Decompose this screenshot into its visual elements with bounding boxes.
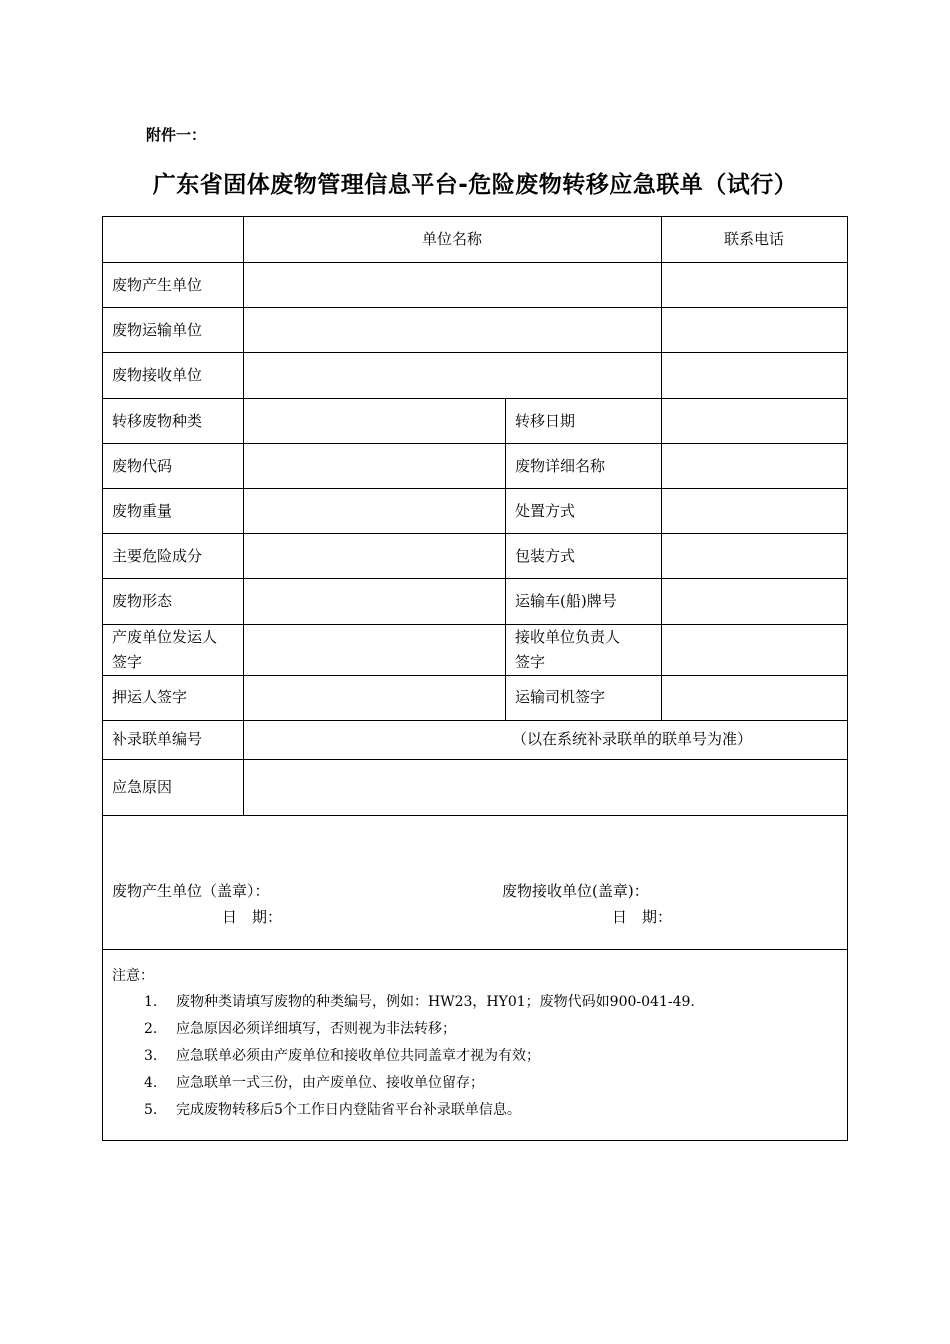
note-text: 废物种类请填写废物的种类编号，例如：HW23，HY01；废物代码如900-041-49. <box>176 994 695 1010</box>
table-line <box>102 675 848 676</box>
note-number: 5. <box>144 1102 158 1118</box>
waste-name-label: 废物详细名称 <box>515 457 606 475</box>
waste-form-label: 废物形态 <box>112 592 173 610</box>
emergency-reason-label: 应急原因 <box>112 778 173 796</box>
vehicle-plate-label: 运输车(船)牌号 <box>515 592 617 610</box>
shipper-sign-label-line1: 产废单位发运人 <box>112 628 218 646</box>
waste-type-label: 转移废物种类 <box>112 412 203 430</box>
table-line <box>102 307 848 308</box>
table-line <box>102 949 848 950</box>
shipper-sign-label-line2: 签字 <box>112 653 143 671</box>
note-number: 1. <box>144 994 158 1010</box>
supplement-note: （以在系统补录联单的联单号为准） <box>512 730 753 748</box>
waste-weight-label: 废物重量 <box>112 502 173 520</box>
note-text: 应急原因必须详细填写，否则视为非法转移； <box>176 1021 456 1037</box>
page-title: 广东省固体废物管理信息平台-危险废物转移应急联单（试行） <box>152 172 798 198</box>
note-item <box>112 1019 695 1039</box>
note-text: 完成废物转移后5个工作日内登陆省平台补录联单信息。 <box>176 1102 521 1118</box>
attachment-label: 附件一： <box>146 126 207 144</box>
table-line <box>102 533 848 534</box>
note-number: 4. <box>144 1075 158 1091</box>
table-line <box>102 352 848 353</box>
table-line <box>102 759 848 760</box>
producer-seal-label: 废物产生单位（盖章）： <box>112 882 270 900</box>
header-phone: 联系电话 <box>723 230 784 248</box>
notes-heading: 注意： <box>112 968 154 984</box>
note-item <box>112 1046 695 1066</box>
table-line <box>243 216 244 815</box>
table-line <box>102 262 848 263</box>
receiver-date-label: 日 期： <box>612 908 673 926</box>
receiver-label: 废物接收单位 <box>112 366 203 384</box>
note-number: 3. <box>144 1048 158 1064</box>
header-unit-name: 单位名称 <box>421 230 482 248</box>
table-line <box>102 720 848 721</box>
packaging-label: 包装方式 <box>515 547 576 565</box>
driver-sign-label: 运输司机签字 <box>515 688 606 706</box>
receiver-seal-label: 废物接收单位(盖章)： <box>502 882 649 900</box>
receiver-sign-label-line2: 签字 <box>515 653 546 671</box>
table-line <box>102 815 848 816</box>
table-line <box>661 216 662 720</box>
receiver-sign-label-line1: 接收单位负责人 <box>515 628 621 646</box>
table-line <box>102 216 848 217</box>
note-text: 应急联单一式三份，由产废单位、接收单位留存； <box>176 1075 484 1091</box>
note-item <box>112 1073 695 1093</box>
table-line <box>847 216 848 1141</box>
table-line <box>505 398 506 720</box>
escort-sign-label: 押运人签字 <box>112 688 188 706</box>
table-line <box>102 443 848 444</box>
supplement-number-label: 补录联单编号 <box>112 730 203 748</box>
producer-label: 废物产生单位 <box>112 276 203 294</box>
transporter-label: 废物运输单位 <box>112 321 203 339</box>
notes-section <box>112 966 695 1127</box>
note-number: 2. <box>144 1021 158 1037</box>
table-line <box>102 578 848 579</box>
disposal-method-label: 处置方式 <box>515 502 576 520</box>
note-item <box>112 1100 695 1120</box>
waste-code-label: 废物代码 <box>112 457 173 475</box>
table-line <box>102 216 103 1141</box>
note-item <box>112 992 695 1012</box>
table-line <box>102 398 848 399</box>
producer-date-label: 日 期： <box>222 908 283 926</box>
table-line <box>102 488 848 489</box>
note-text: 应急联单必须由产废单位和接收单位共同盖章才视为有效； <box>176 1048 540 1064</box>
table-line <box>102 624 848 625</box>
table-line <box>102 1140 848 1141</box>
transfer-date-label: 转移日期 <box>515 412 576 430</box>
hazard-component-label: 主要危险成分 <box>112 547 203 565</box>
